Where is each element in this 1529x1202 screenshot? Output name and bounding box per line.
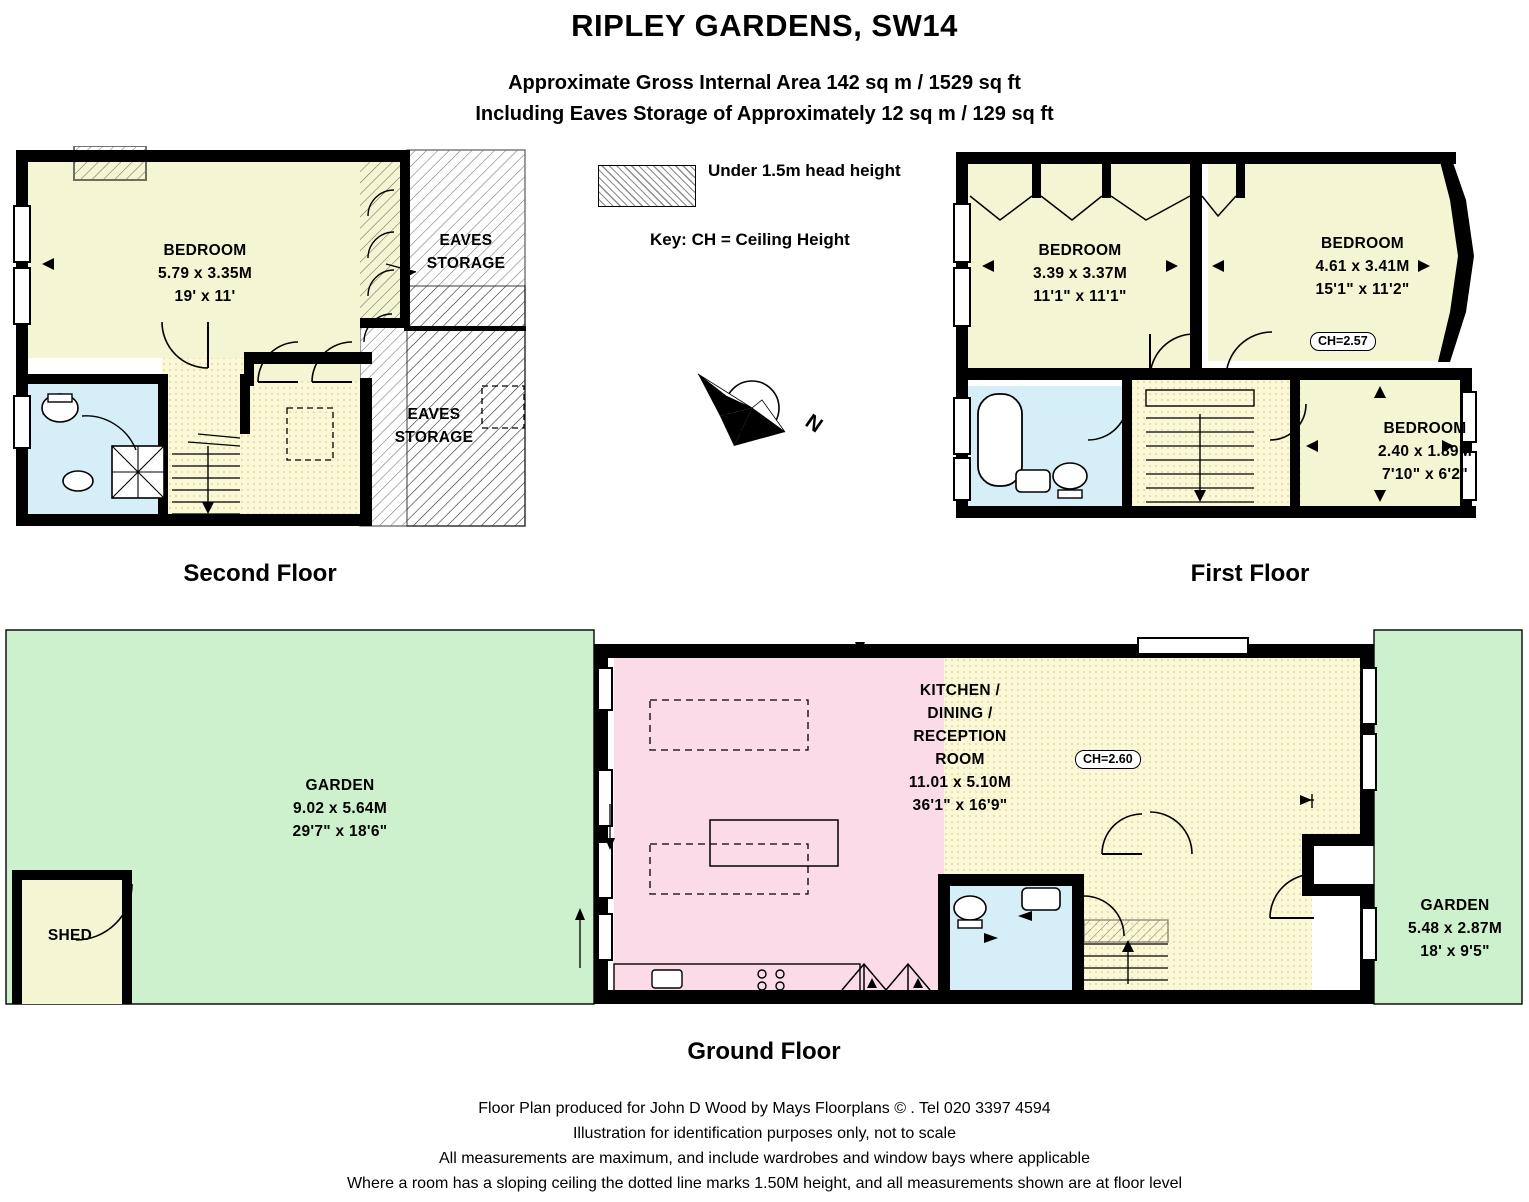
first-bedroom-small-name: BEDROOM <box>1383 420 1467 437</box>
first-bedroom-front-label <box>1265 233 1460 302</box>
garden-front-metric: 5.48 x 2.87M <box>1407 919 1503 937</box>
kitchen-ch <box>1075 750 1141 768</box>
first-bedroom-rear-imperial: 11'1" x 11'1" <box>1033 287 1127 305</box>
footer-line-2: Illustration for identification purposes only, not to scale <box>572 1125 957 1142</box>
kitchen-name-line-3: RECEPTION <box>913 727 1007 745</box>
kitchen-label <box>860 680 1060 818</box>
first-bedroom-front-ch <box>1310 332 1376 350</box>
first-bedroom-front-imperial: 15'1" x 11'2" <box>1315 280 1410 298</box>
kitchen-name-line-1: KITCHEN / <box>919 682 1001 699</box>
first-bedroom-rear-label <box>985 240 1175 309</box>
page-title: RIPLEY GARDENS, SW14 <box>571 8 958 43</box>
first-bedroom-small-imperial: 7'10" x 6'2" <box>1381 465 1468 483</box>
first-bedroom-rear-metric: 3.39 x 3.37M <box>1032 264 1128 282</box>
second-floor-label: Second Floor <box>183 560 337 587</box>
second-floor-plan <box>12 146 532 531</box>
garden-rear-name: GARDEN <box>305 777 375 794</box>
garden-rear-imperial: 29'7" x 18'6" <box>292 822 388 840</box>
second-bedroom-metric: 5.79 x 3.35M <box>157 264 253 282</box>
garden-front-label <box>1380 895 1529 964</box>
eaves-storage-2-line1: EAVES <box>407 406 461 423</box>
eaves-area-text: Including Eaves Storage of Approximately 12 sq m / 129 sq ft <box>475 103 1054 125</box>
second-bedroom-name: BEDROOM <box>163 242 247 259</box>
first-floor-label: First Floor <box>1190 560 1310 587</box>
garden-rear-label <box>240 775 440 844</box>
garden-rear-metric: 9.02 x 5.64M <box>292 799 388 817</box>
footer-line-3: All measurements are maximum, and include wardrobes and window bays where applicable <box>439 1150 1090 1167</box>
first-bedroom-front-ch-badge: CH=2.57 <box>1310 332 1376 351</box>
first-bedroom-front-metric: 4.61 x 3.41M <box>1315 257 1410 275</box>
ground-floor-plan <box>2 622 1526 1017</box>
compass-north-label: N <box>801 409 827 438</box>
hatch-swatch <box>598 165 696 207</box>
kitchen-ch-badge: CH=2.60 <box>1075 750 1141 769</box>
ground-floor-label: Ground Floor <box>687 1038 841 1065</box>
second-bedroom-imperial: 19' x 11' <box>174 287 236 305</box>
kitchen-name-line-4: ROOM <box>935 750 985 768</box>
kitchen-imperial: 36'1" x 16'9" <box>912 796 1008 814</box>
kitchen-metric: 11.01 x 5.10M <box>908 773 1012 791</box>
second-bedroom-label <box>110 240 300 309</box>
first-bedroom-front-name: BEDROOM <box>1320 235 1405 252</box>
first-bedroom-small-label <box>1320 418 1529 487</box>
key-legend-label: Key: CH = Ceiling Height <box>650 230 850 249</box>
hatch-legend-label: Under 1.5m head height <box>708 161 901 180</box>
gross-area-text: Approximate Gross Internal Area 142 sq m / 1529 sq ft <box>508 72 1021 94</box>
shed-label: SHED <box>47 927 93 944</box>
eaves-storage-2-line2: STORAGE <box>394 428 474 446</box>
kitchen-name-line-2: DINING / <box>927 704 993 722</box>
eaves-storage-2-label <box>364 404 504 450</box>
first-bedroom-rear-name: BEDROOM <box>1038 242 1122 259</box>
eaves-storage-1-line2: STORAGE <box>426 254 506 272</box>
eaves-storage-1-label <box>398 230 534 276</box>
footer-line-1: Floor Plan produced for John D Wood by Mays Floorplans © . Tel 020 3397 4594 <box>478 1100 1051 1117</box>
first-bedroom-small-metric: 2.40 x 1.89M <box>1377 442 1473 460</box>
footer-line-4: Where a room has a sloping ceiling the dotted line marks 1.50M height, and all measurements shown are at floor level <box>346 1175 1183 1192</box>
garden-front-imperial: 18' x 9'5" <box>1420 942 1490 960</box>
eaves-storage-1-line1: EAVES <box>439 232 493 249</box>
garden-front-name: GARDEN <box>1420 897 1490 914</box>
